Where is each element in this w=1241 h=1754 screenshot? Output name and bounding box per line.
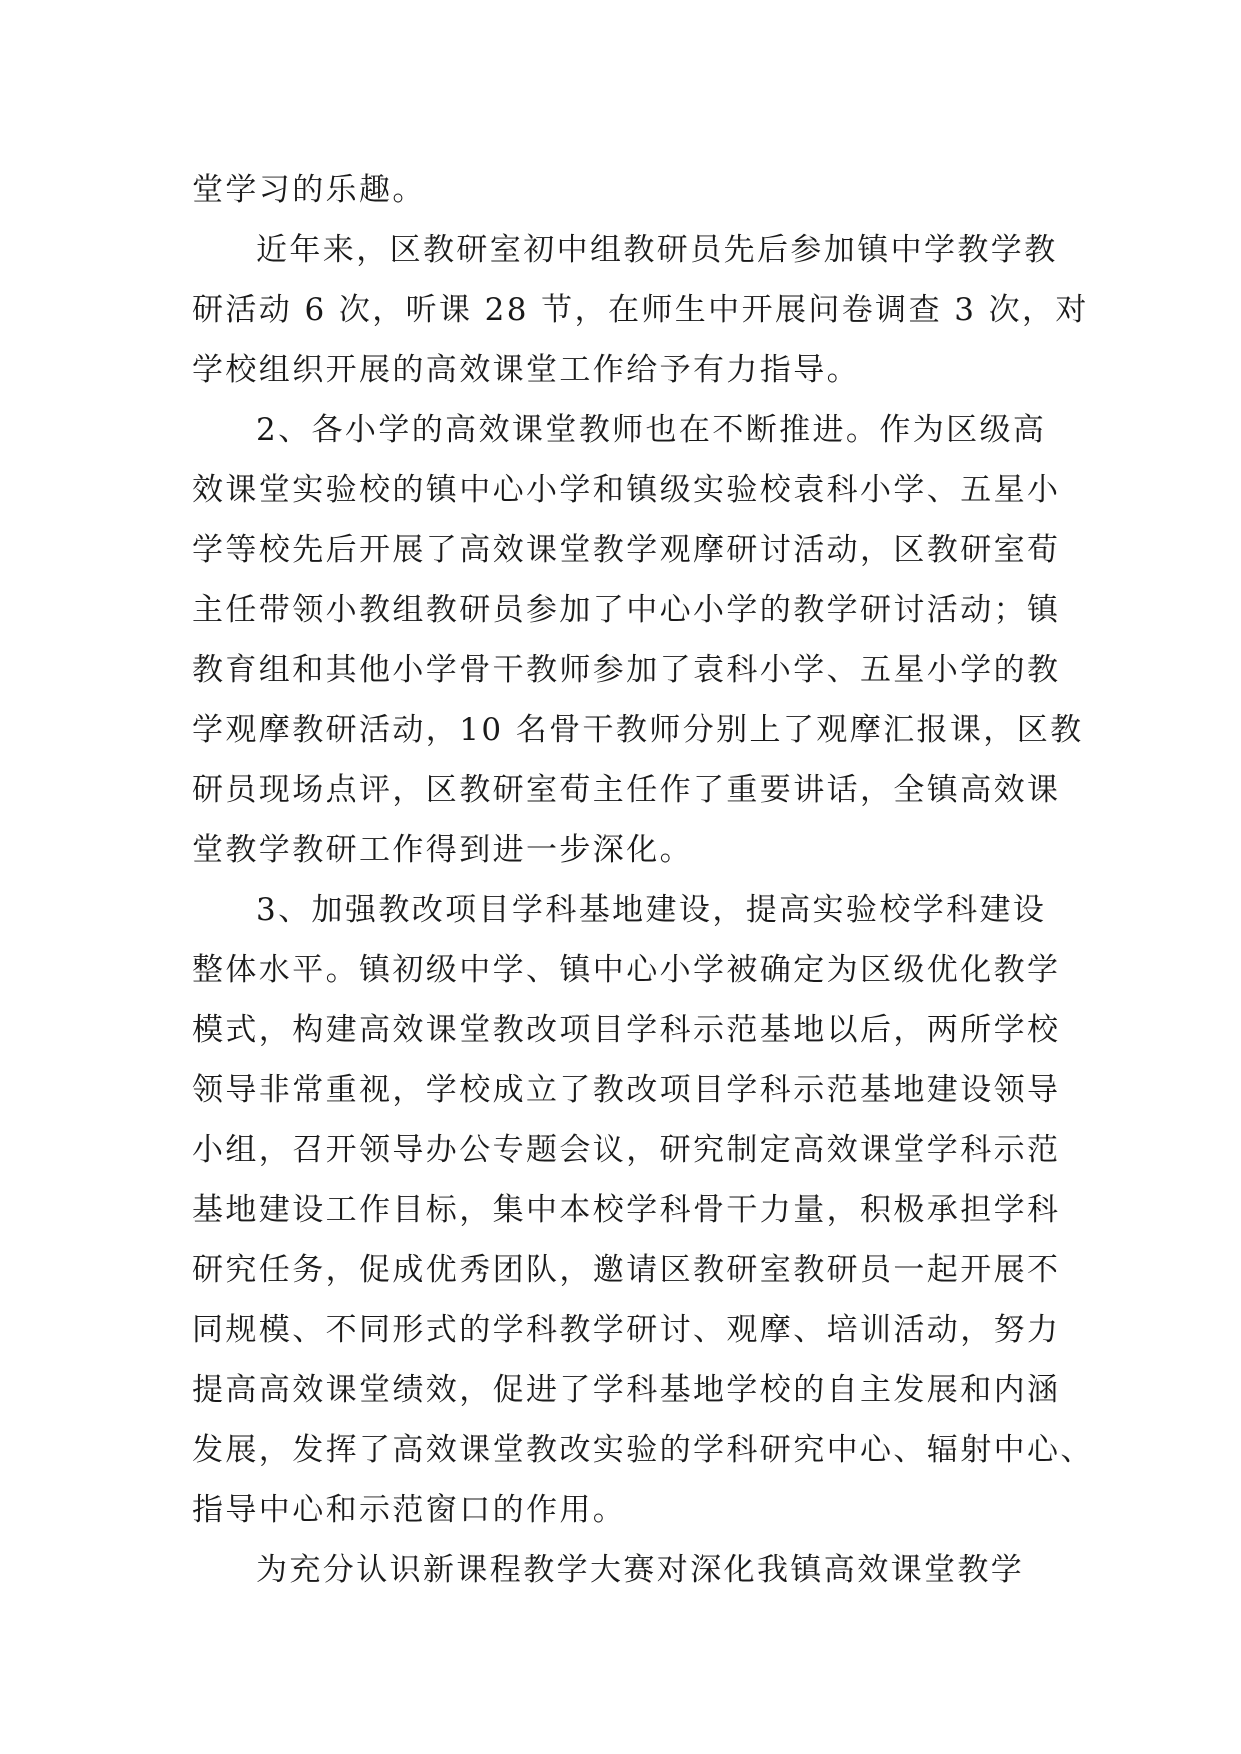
text-line: 效课堂实验校的镇中心小学和镇级实验校袁科小学、五星小: [192, 472, 1061, 508]
text-line: 堂教学教研工作得到进一步深化。: [192, 832, 693, 868]
text-line: 小组，召开领导办公专题会议，研究制定高效课堂学科示范: [192, 1132, 1061, 1168]
text-line: 研究任务，促成优秀团队，邀请区教研室教研员一起开展不: [192, 1252, 1061, 1288]
document-body: [192, 160, 1094, 1600]
text-line: 堂学习的乐趣。: [192, 172, 426, 208]
text-line: 基地建设工作目标，集中本校学科骨干力量，积极承担学科: [192, 1192, 1061, 1228]
text-line: 研活动 6 次，听课 28 节，在师生中开展问卷调查 3 次，对: [192, 292, 1089, 328]
text-line: 同规模、不同形式的学科教学研讨、观摩、培训活动，努力: [192, 1312, 1061, 1348]
text-line: 学等校先后开展了高效课堂教学观摩研讨活动，区教研室荀: [192, 532, 1061, 568]
text-line: 2、各小学的高效课堂教师也在不断推进。作为区级高: [256, 412, 1047, 448]
text-line: 学观摩教研活动，10 名骨干教师分别上了观摩汇报课，区教: [192, 712, 1084, 748]
text-line: 领导非常重视，学校成立了教改项目学科示范基地建设领导: [192, 1072, 1061, 1108]
text-line: 近年来，区教研室初中组教研员先后参加镇中学教学教: [256, 232, 1058, 268]
text-line: 提高高效课堂绩效，促进了学科基地学校的自主发展和内涵: [192, 1372, 1061, 1408]
text-line: 模式，构建高效课堂教改项目学科示范基地以后，两所学校: [192, 1012, 1061, 1048]
text-line: 学校组织开展的高效课堂工作给予有力指导。: [192, 352, 860, 388]
text-line: 研员现场点评，区教研室荀主任作了重要讲话，全镇高效课: [192, 772, 1061, 808]
text-line: 发展，发挥了高效课堂教改实验的学科研究中心、辐射中心、: [192, 1432, 1094, 1468]
text-line: 指导中心和示范窗口的作用。: [192, 1492, 627, 1528]
text-line: 3、加强教改项目学科基地建设，提高实验校学科建设: [256, 892, 1047, 928]
text-line: 整体水平。镇初级中学、镇中心小学被确定为区级优化教学: [192, 952, 1061, 988]
text-line: 教育组和其他小学骨干教师参加了袁科小学、五星小学的教: [192, 652, 1061, 688]
text-line: 为充分认识新课程教学大赛对深化我镇高效课堂教学: [256, 1552, 1025, 1588]
text-line: 主任带领小教组教研员参加了中心小学的教学研讨活动；镇: [192, 592, 1061, 628]
